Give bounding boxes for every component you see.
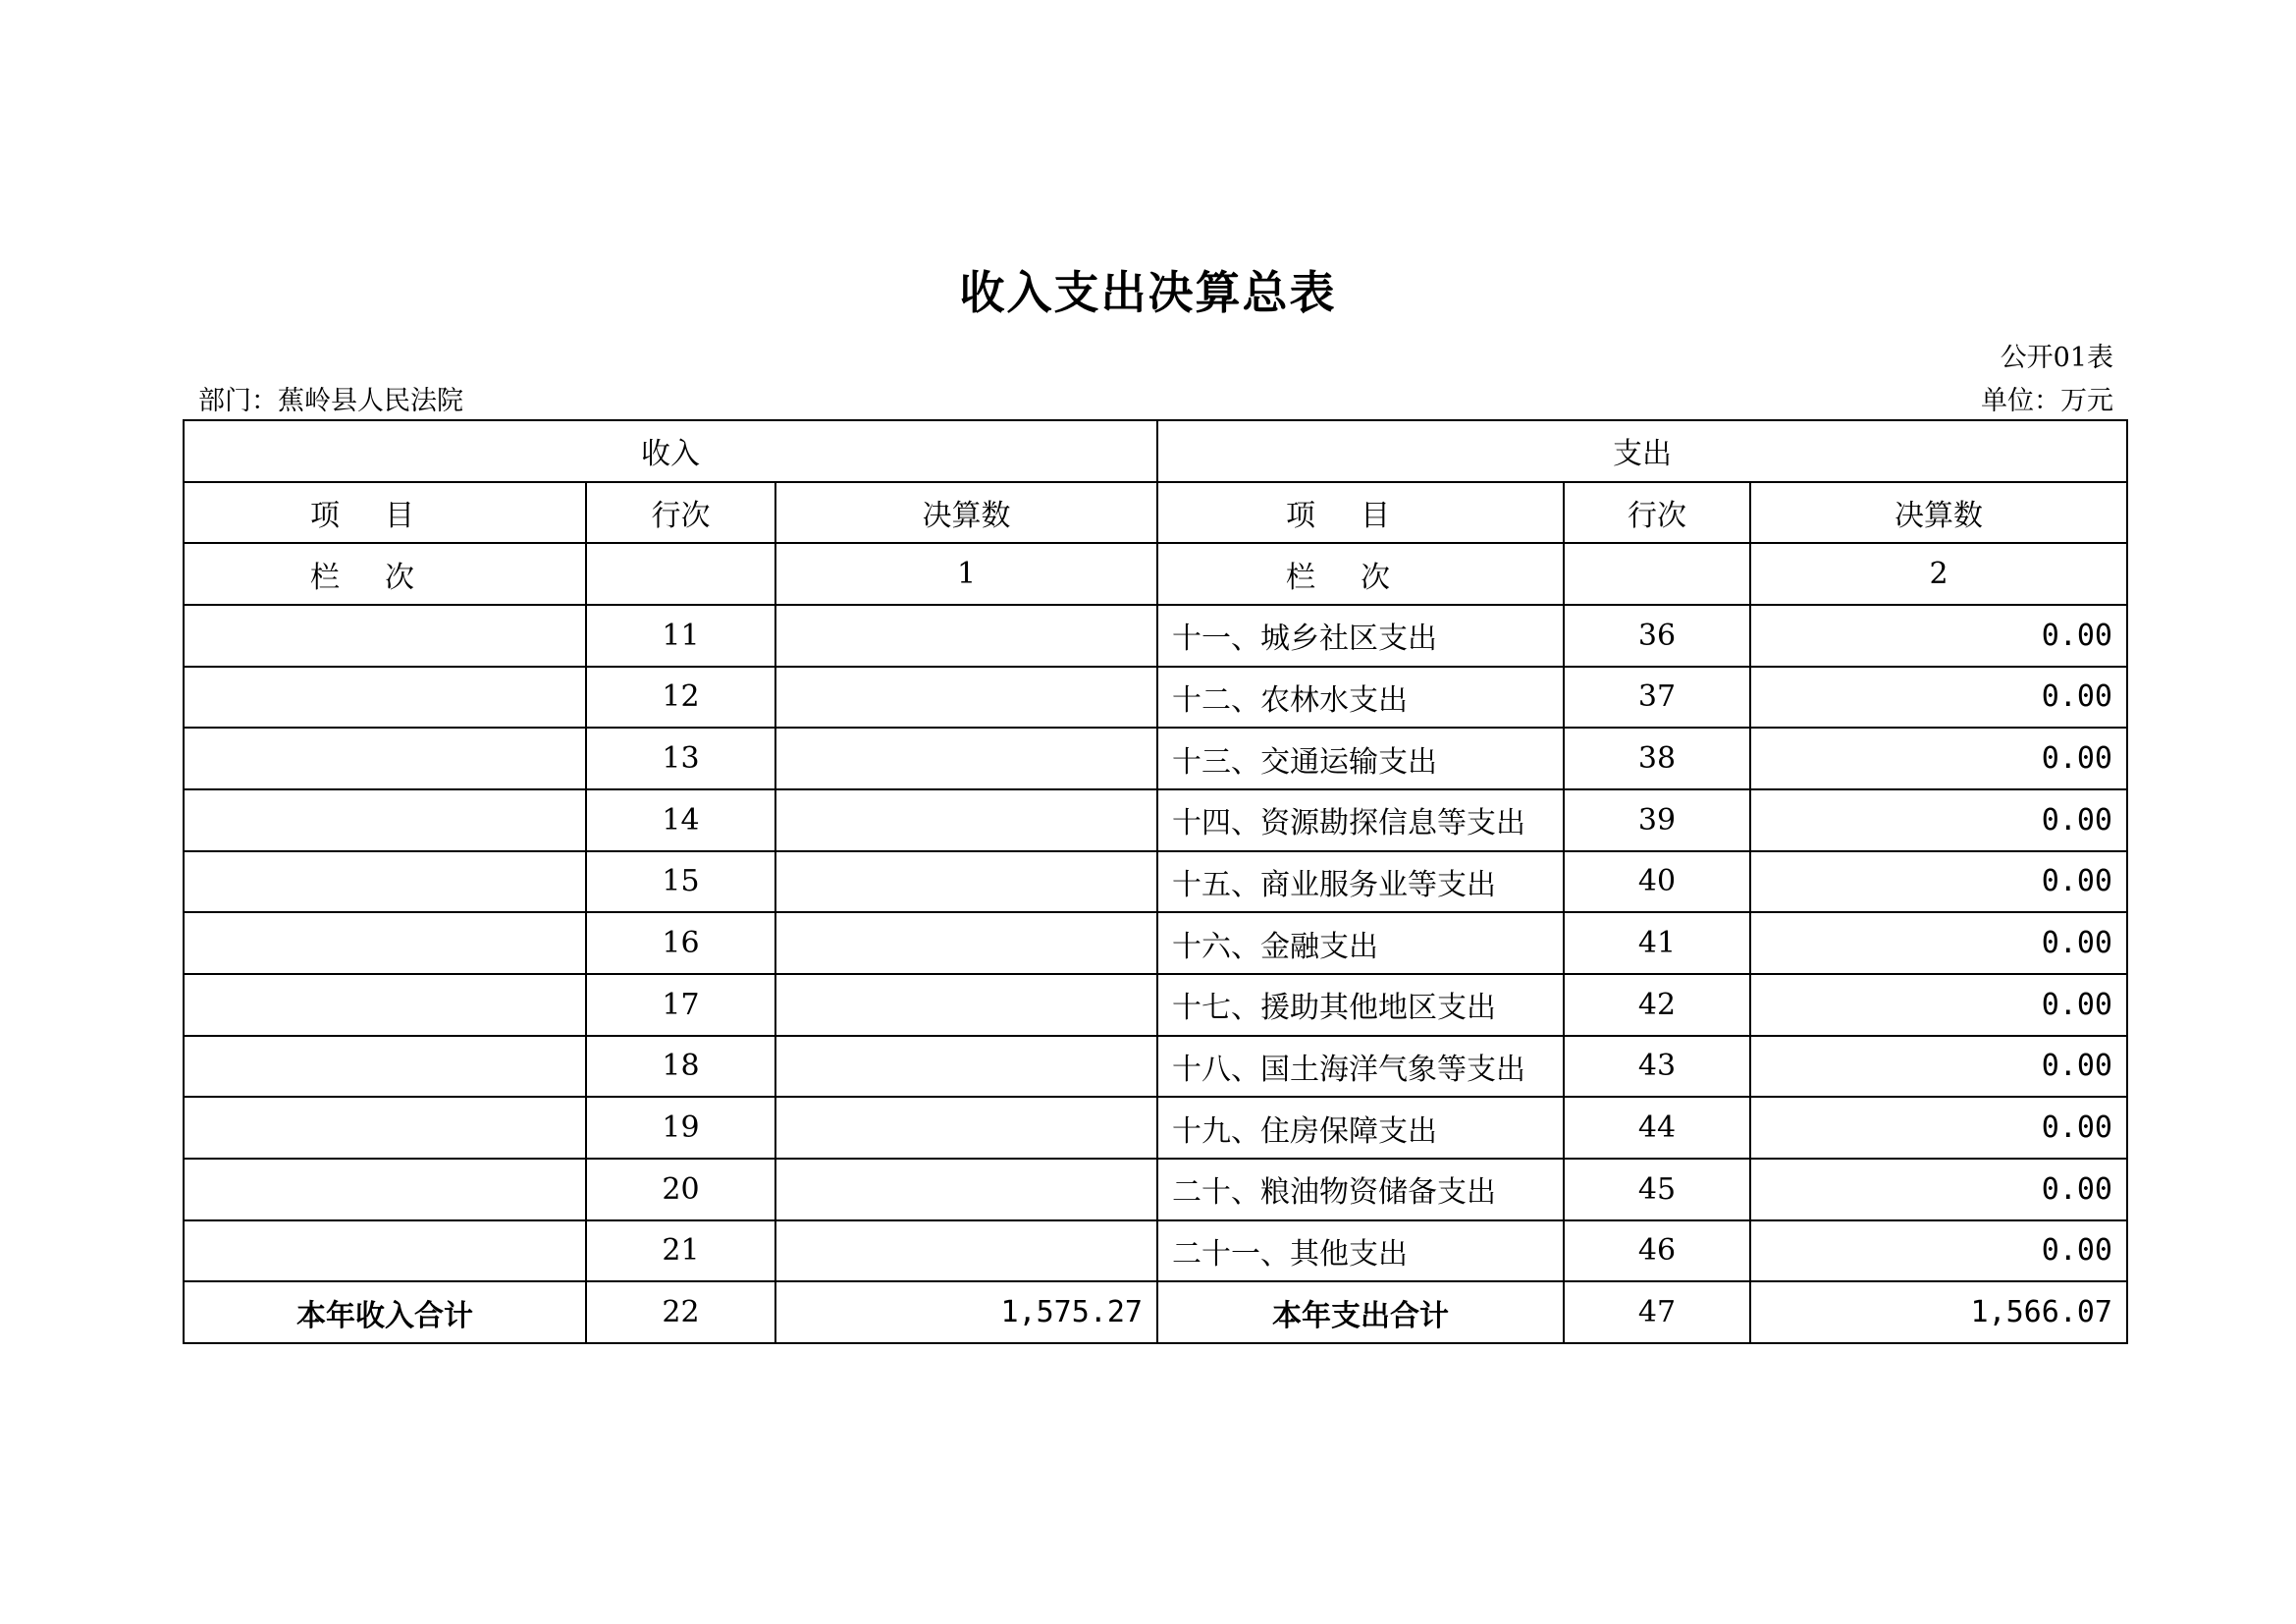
expense-amount-cell: 0.00	[1750, 728, 2127, 789]
income-amount-cell	[775, 1036, 1157, 1098]
income-amount-cell	[775, 789, 1157, 851]
expense-amount-cell: 0.00	[1750, 667, 2127, 729]
expense-item-cell: 十七、援助其他地区支出	[1157, 974, 1564, 1036]
income-row-no-cell: 11	[586, 605, 775, 667]
totals-row	[184, 1281, 2127, 1343]
expense-item-cell: 十四、资源勘探信息等支出	[1157, 789, 1564, 851]
table-row	[184, 1220, 2127, 1282]
expense-row-no-header: 行次	[1564, 482, 1750, 544]
expense-row-no-cell: 36	[1564, 605, 1750, 667]
page-title: 收入支出决算总表	[959, 266, 1337, 319]
income-item-cell	[184, 667, 586, 729]
expense-amount-cell: 0.00	[1750, 1159, 2127, 1220]
income-row-no-cell: 16	[586, 912, 775, 974]
expense-amount-cell: 0.00	[1750, 605, 2127, 667]
income-amount-cell	[775, 728, 1157, 789]
column-header-row	[184, 482, 2127, 544]
expense-row-no-cell: 41	[1564, 912, 1750, 974]
income-amount-cell	[775, 974, 1157, 1036]
income-amount-cell	[775, 667, 1157, 729]
unit-label: 单位：万元	[1981, 386, 2113, 416]
income-total-row-no: 22	[586, 1281, 775, 1343]
expense-row-no-cell: 37	[1564, 667, 1750, 729]
income-row-no-cell: 14	[586, 789, 775, 851]
income-item-cell	[184, 789, 586, 851]
income-amount-cell	[775, 851, 1157, 913]
table-row	[184, 1097, 2127, 1159]
expense-column-label: 栏次	[1157, 543, 1564, 605]
expense-item-cell: 二十一、其他支出	[1157, 1220, 1564, 1282]
expense-total-row-no: 47	[1564, 1281, 1750, 1343]
income-item-cell	[184, 1220, 586, 1282]
expense-item-header: 项目	[1157, 482, 1564, 544]
expense-item-cell: 十二、农林水支出	[1157, 667, 1564, 729]
table-row	[184, 605, 2127, 667]
expense-item-cell: 十八、国土海洋气象等支出	[1157, 1036, 1564, 1098]
income-header: 收入	[184, 420, 1157, 482]
income-row-no-cell: 18	[586, 1036, 775, 1098]
expense-total-label: 本年支出合计	[1157, 1281, 1564, 1343]
table-row	[184, 974, 2127, 1036]
income-item-cell	[184, 1036, 586, 1098]
expense-row-no-cell: 42	[1564, 974, 1750, 1036]
income-item-header: 项目	[184, 482, 586, 544]
income-row-no-cell: 20	[586, 1159, 775, 1220]
table-row	[184, 1036, 2127, 1098]
expense-row-no-cell: 40	[1564, 851, 1750, 913]
expense-item-cell: 二十、粮油物资储备支出	[1157, 1159, 1564, 1220]
form-number: 公开01表	[2000, 343, 2113, 373]
section-header-row	[184, 420, 2127, 482]
table-row	[184, 789, 2127, 851]
expense-amount-cell: 0.00	[1750, 1220, 2127, 1282]
income-item-cell	[184, 974, 586, 1036]
expense-amount-cell: 0.00	[1750, 789, 2127, 851]
income-amount-cell	[775, 605, 1157, 667]
expense-column-no: 2	[1750, 543, 2127, 605]
department-label: 部门：蕉岭县人民法院	[198, 386, 463, 416]
table-row	[184, 1159, 2127, 1220]
expense-row-no-cell: 43	[1564, 1036, 1750, 1098]
expense-item-cell: 十三、交通运输支出	[1157, 728, 1564, 789]
expense-column-blank	[1564, 543, 1750, 605]
income-total-amount: 1,575.27	[775, 1281, 1157, 1343]
expense-amount-cell: 0.00	[1750, 1097, 2127, 1159]
income-amount-cell	[775, 1159, 1157, 1220]
expense-amount-cell: 0.00	[1750, 974, 2127, 1036]
income-item-cell	[184, 728, 586, 789]
expense-item-cell: 十九、住房保障支出	[1157, 1097, 1564, 1159]
table-row	[184, 851, 2127, 913]
expense-item-cell: 十一、城乡社区支出	[1157, 605, 1564, 667]
income-row-no-cell: 21	[586, 1220, 775, 1282]
income-amount-cell	[775, 1097, 1157, 1159]
expense-row-no-cell: 39	[1564, 789, 1750, 851]
expense-total-amount: 1,566.07	[1750, 1281, 2127, 1343]
income-row-no-header: 行次	[586, 482, 775, 544]
income-column-label: 栏次	[184, 543, 586, 605]
expense-item-cell: 十五、商业服务业等支出	[1157, 851, 1564, 913]
income-item-cell	[184, 912, 586, 974]
income-row-no-cell: 13	[586, 728, 775, 789]
column-index-row	[184, 543, 2127, 605]
income-total-label: 本年收入合计	[184, 1281, 586, 1343]
income-row-no-cell: 15	[586, 851, 775, 913]
expense-amount-cell: 0.00	[1750, 851, 2127, 913]
income-amount-cell	[775, 1220, 1157, 1282]
income-amount-cell	[775, 912, 1157, 974]
income-item-cell	[184, 1097, 586, 1159]
income-row-no-cell: 19	[586, 1097, 775, 1159]
income-item-cell	[184, 1159, 586, 1220]
income-item-cell	[184, 851, 586, 913]
income-column-no: 1	[775, 543, 1157, 605]
expense-row-no-cell: 46	[1564, 1220, 1750, 1282]
expense-header: 支出	[1157, 420, 2127, 482]
income-row-no-cell: 12	[586, 667, 775, 729]
expense-amount-cell: 0.00	[1750, 912, 2127, 974]
table-row	[184, 912, 2127, 974]
expense-amount-cell: 0.00	[1750, 1036, 2127, 1098]
income-column-blank	[586, 543, 775, 605]
expense-row-no-cell: 44	[1564, 1097, 1750, 1159]
income-amount-header: 决算数	[775, 482, 1157, 544]
expense-amount-header: 决算数	[1750, 482, 2127, 544]
table-row	[184, 667, 2127, 729]
income-expense-table	[183, 419, 2128, 1344]
expense-row-no-cell: 45	[1564, 1159, 1750, 1220]
expense-item-cell: 十六、金融支出	[1157, 912, 1564, 974]
income-item-cell	[184, 605, 586, 667]
table-row	[184, 728, 2127, 789]
income-row-no-cell: 17	[586, 974, 775, 1036]
expense-row-no-cell: 38	[1564, 728, 1750, 789]
